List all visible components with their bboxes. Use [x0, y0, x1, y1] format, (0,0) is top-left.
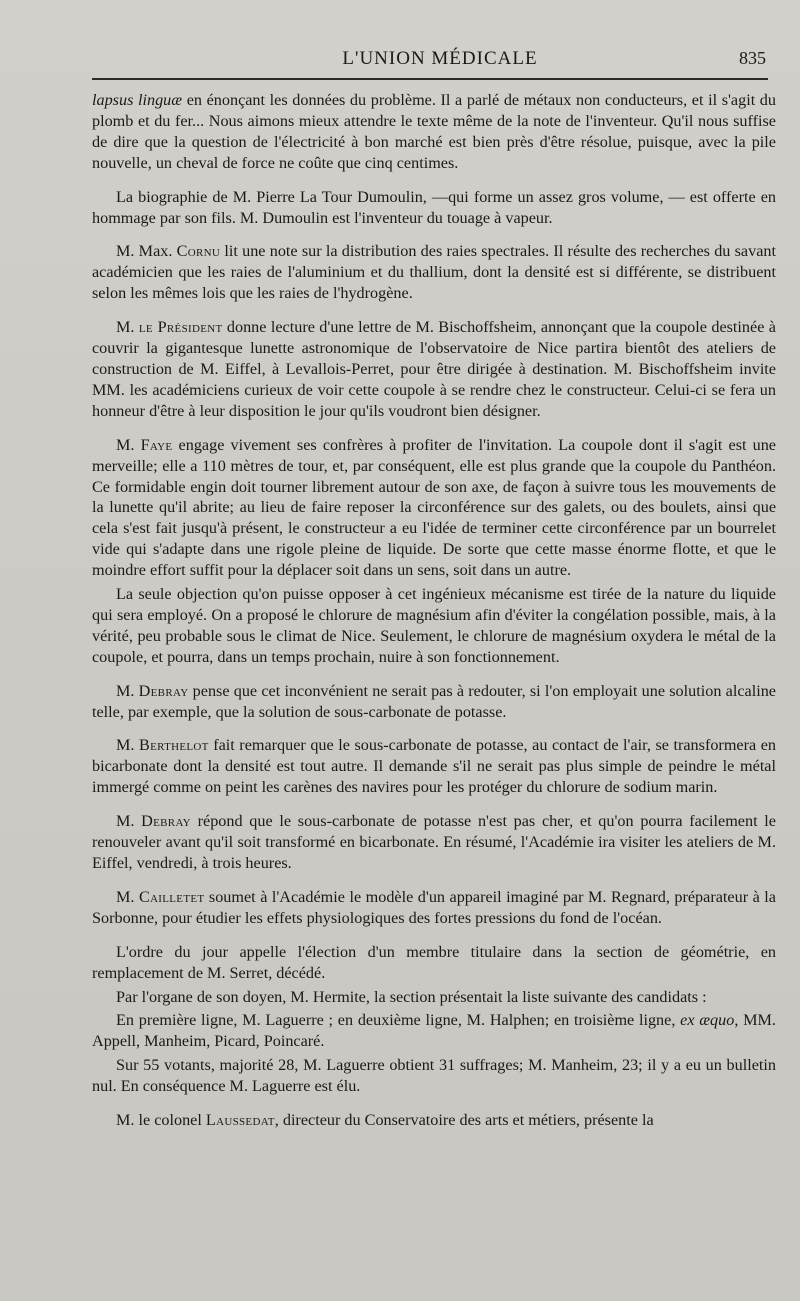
text-segment: pense que cet inconvénient ne serait pas à redouter, si l'on employait une solution alcaline telle, par exemple, que la solution de sous-carbonate de potasse. — [92, 681, 776, 721]
italic-text: ex æquo — [680, 1011, 735, 1030]
text-segment: M. — [116, 435, 141, 454]
text-segment: M. — [116, 681, 139, 700]
speaker-name: Cornu — [176, 242, 221, 261]
text-segment: La seule objection qu'on puisse opposer à cet ingénieux mécanisme est tirée de la nature du liquide qui sera employé. On a proposé le chlorure de magnésium afin d'éviter la congélation possible, mais, à la vérité, peu probable sous le climat de Nice. Seulement, le chlorure de magnésium oxydera le métal de la coupole, et pourra, dans un temps prochain, nuire à son fonctionnement. — [92, 585, 776, 666]
paragraph — [92, 584, 776, 668]
text-segment: , directeur du Conservatoire des arts et métiers, présente la — [274, 1111, 654, 1130]
italic-text: lapsus linguæ — [92, 91, 183, 109]
text-segment: Par l'organe de son doyen, M. Hermite, la section présentait la liste suivante des candidats : — [116, 987, 707, 1006]
text-segment: , MM. Appell, Manheim, Picard, Poincaré. — [92, 1011, 776, 1051]
text-segment: fait remarquer que le sous-carbonate de potasse, au contact de l'air, se transformera en bicarbonate dont la densité est tout autre. Il demande s'il ne serait pas plus simple de peindre le métal immergé comme on peint les carènes des navires pour les protéger du chlorure de sodium marin. — [92, 736, 776, 797]
text-segment: M. — [116, 736, 139, 755]
speaker-name: le Président — [138, 318, 223, 337]
paragraph — [92, 1010, 776, 1052]
speaker-name: Faye — [140, 435, 173, 454]
paragraph — [92, 681, 776, 723]
text-segment: M. le colonel — [116, 1111, 206, 1130]
text-segment: La biographie de M. Pierre La Tour Dumoulin, —qui forme un assez gros volume, — est offerte en hommage par son fils. M. Dumoulin est l'inventeur du touage à vapeur. — [92, 187, 776, 227]
running-title: L'UNION MÉDICALE — [342, 48, 538, 69]
text-segment: M. — [116, 318, 139, 337]
speaker-name: Cailletet — [138, 887, 205, 906]
text-segment: En première ligne, M. Laguerre ; en deuxième ligne, M. Halphen; en troisième ligne, — [116, 1011, 681, 1030]
page-number: 835 — [739, 48, 766, 68]
paragraph — [92, 1110, 776, 1131]
paragraph — [92, 90, 776, 174]
speaker-name: Laussedat — [205, 1111, 275, 1130]
paragraph — [92, 317, 776, 422]
paragraph — [92, 187, 776, 229]
article-body — [92, 90, 776, 1144]
text-segment: M. — [116, 887, 139, 906]
text-segment: donne lecture d'une lettre de M. Bischoffsheim, annonçant que la coupole destinée à couvrir la gigantesque lunette astronomique de l'observatoire de Nice partira bientôt des ateliers de construction de M. Eiffel, à Levallois-Perret, pour être dirigée à destination. M. Bischoffsheim invite MM. les académiciens curieux de voir cette coupole à se rendre chez le constructeur. Celui-ci se fera un honneur d'être à leur disposition le jour qu'ils voudront bien désigner. — [92, 318, 776, 420]
speaker-name: Debray — [141, 812, 191, 831]
speaker-name: Berthelot — [138, 736, 209, 755]
speaker-name: Debray — [138, 681, 189, 700]
paragraph — [92, 241, 776, 304]
paragraph — [92, 811, 776, 874]
text-segment: L'ordre du jour appelle l'élection d'un membre titulaire dans la section de géométrie, en remplacement de M. Serret, décédé. — [92, 942, 776, 982]
paragraph — [92, 1055, 776, 1097]
text-segment: engage vivement ses confrères à profiter de l'invitation. La coupole dont il s'agit est une merveille; elle a 110 mètres de tour, et, par conséquent, elle est plus grande que la coupole du Panthéon. Ce formidable engin doit tourner librement autour de son axe, de façon à suivre tous les mouvements de la lunette qu'il abrite; au lieu de faire reposer la circonférence sur des galets, ou des boulets, ainsi que cela s'est fait jusqu'à présent, le constructeur a eu l'idée de terminer cette circonférence par un bourrelet vide qui s'adapte dans une rigole pleine de liquide. De sorte que cette masse énorme flotte, et que le moindre effort suffit pour la déplacer soit dans un sens, soit dans un autre. — [92, 435, 776, 580]
page-header — [92, 44, 768, 80]
paragraph — [92, 735, 776, 798]
text-segment: soumet à l'Académie le modèle d'un appareil imaginé par M. Regnard, préparateur à la Sorbonne, pour étudier les effets physiologiques des fortes pressions du fond de l'océan. — [92, 887, 776, 927]
paragraph — [92, 942, 776, 984]
text-segment: M. — [116, 812, 142, 831]
paragraph — [92, 435, 776, 581]
paragraph — [92, 987, 776, 1008]
text-segment: en énonçant les données du problème. Il a parlé de métaux non conducteurs, et il s'agit du plomb et du fer... Nous aimons mieux attendre le texte même de la note de l'inventeur. Qu'il nous suffise de dire que la question de l'électricité à bon marché est bien près d'être résolue, puisque, avec la pile nouvelle, un cheval de force ne coûte que cinq centimes. — [92, 91, 776, 172]
text-segment: répond que le sous-carbonate de potasse n'est pas cher, et qu'on pourra facilement le renouveler avant qu'il soit transformé en bicarbonate. En résumé, l'Académie ira visiter les ateliers de M. Eiffel, vendredi, à trois heures. — [92, 812, 776, 872]
text-segment: M. Max. — [116, 242, 177, 261]
text-segment: Sur 55 votants, majorité 28, M. Laguerre obtient 31 suffrages; M. Manheim, 23; il y a eu un bulletin nul. En conséquence M. Laguerre est élu. — [92, 1056, 776, 1096]
text-segment: lit une note sur la distribution des raies spectrales. Il résulte des recherches du savant académicien que les raies de l'aluminium et du thallium, dont la densité est si différente, se distribuent selon les mêmes lois que les raies de l'hydrogène. — [92, 242, 776, 303]
paragraph — [92, 887, 776, 929]
